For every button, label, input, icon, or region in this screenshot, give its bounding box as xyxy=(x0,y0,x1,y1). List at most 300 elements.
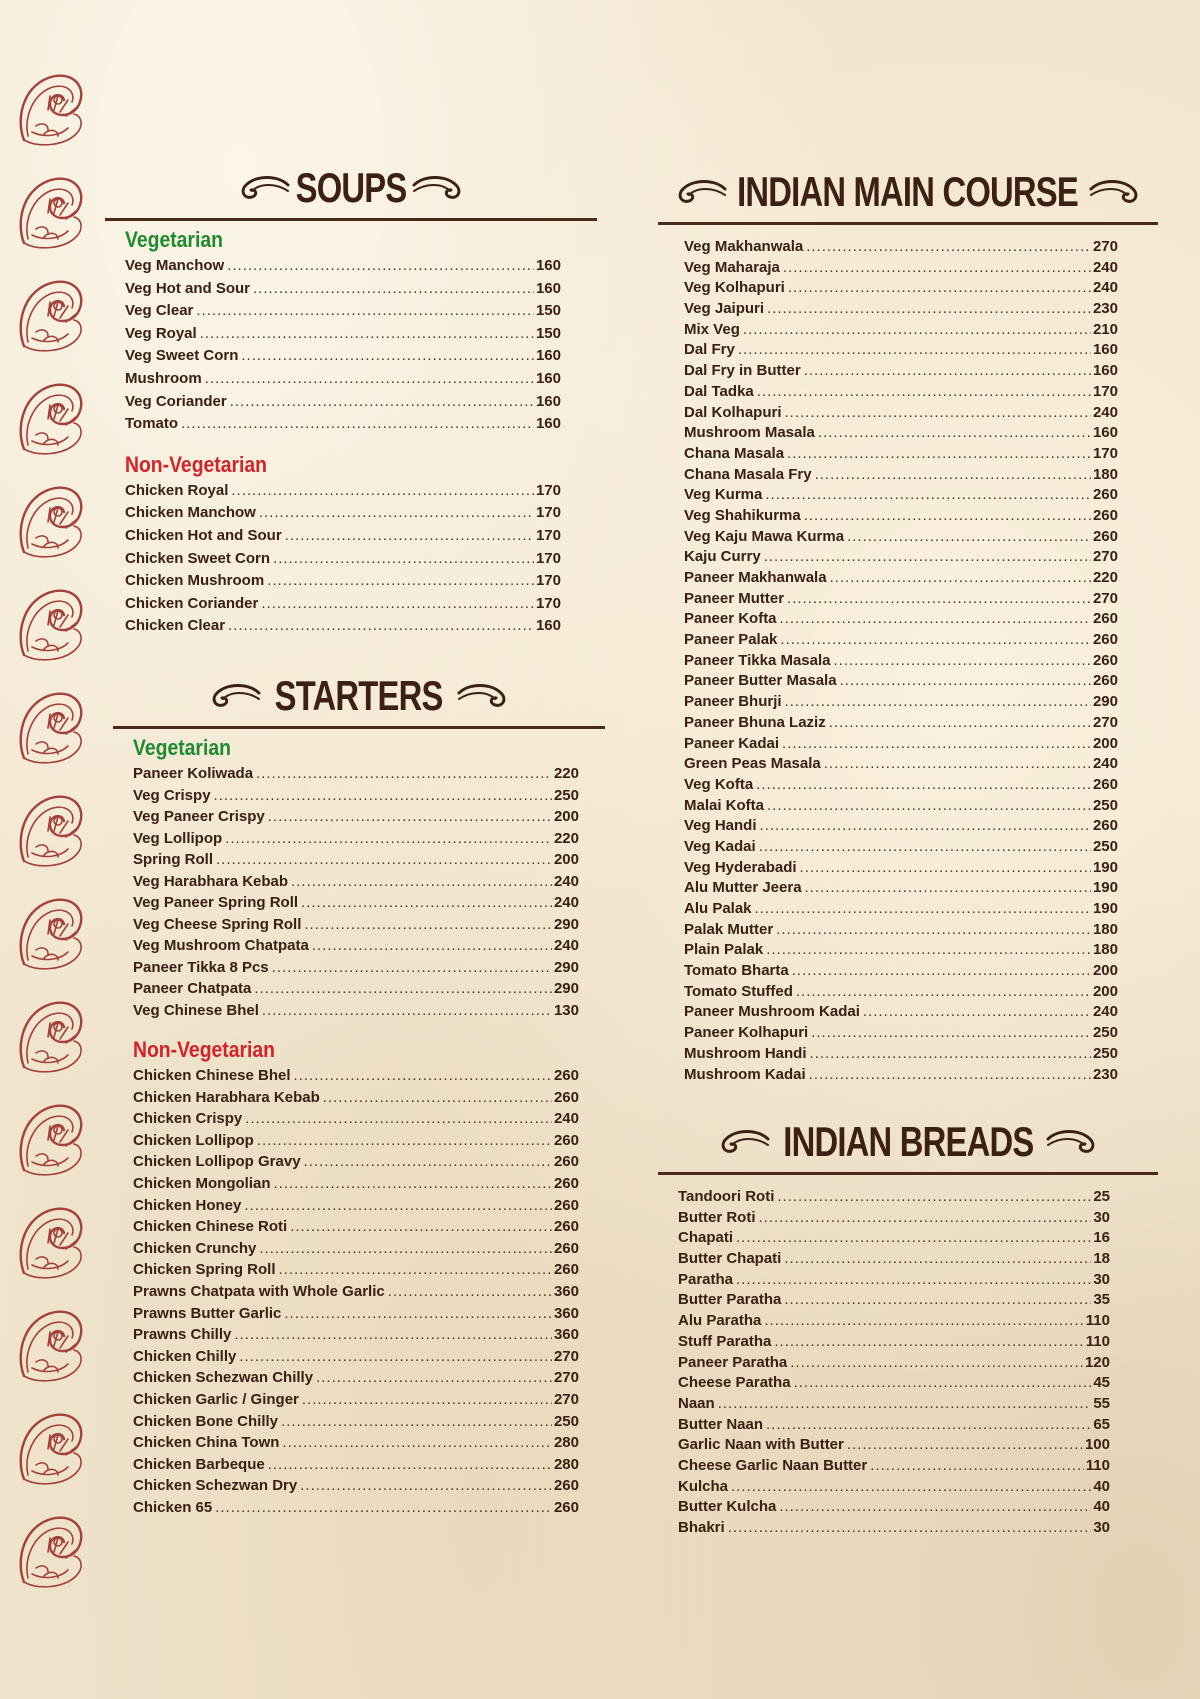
starters-heading xyxy=(113,668,605,724)
menu-item xyxy=(678,1497,1110,1518)
menu-item xyxy=(684,671,1118,692)
menu-item xyxy=(684,547,1118,568)
dot-leader xyxy=(257,1130,552,1152)
menu-item xyxy=(684,237,1118,258)
item-name: Paneer Mushroom Kadai xyxy=(684,1003,860,1021)
dot-leader xyxy=(756,775,1091,796)
item-name: Veg Harabhara Kebab xyxy=(133,872,289,890)
dot-leader xyxy=(736,1270,1091,1291)
item-name: Veg Paneer Crispy xyxy=(133,808,265,825)
flourish-swirl-icon xyxy=(410,173,464,203)
item-name: Chicken Clear xyxy=(125,617,226,635)
item-price: 250 xyxy=(553,786,579,804)
item-price: 260 xyxy=(553,1196,579,1214)
item-name: Butter Kulcha xyxy=(678,1498,777,1516)
dot-leader xyxy=(833,651,1090,672)
item-price: 240 xyxy=(553,872,579,890)
item-price: 150 xyxy=(535,324,561,342)
item-price: 110 xyxy=(1085,1456,1110,1474)
dot-leader xyxy=(759,837,1091,858)
dot-leader xyxy=(214,785,552,807)
menu-item xyxy=(678,1415,1110,1436)
item-name: Bhakri xyxy=(678,1519,725,1536)
soups-nonveg-label: Non-Vegetarian xyxy=(125,451,268,477)
menu-item xyxy=(684,692,1118,713)
dot-leader xyxy=(274,1173,552,1195)
menu-item xyxy=(133,1432,579,1454)
item-name: Alu Mutter Jeera xyxy=(684,879,802,897)
menu-item xyxy=(678,1249,1110,1270)
dot-leader xyxy=(760,816,1091,837)
dot-leader xyxy=(230,391,534,414)
breads-list xyxy=(678,1187,1110,1539)
breads-section xyxy=(658,1114,1158,1539)
item-price: 170 xyxy=(1092,444,1118,462)
dot-leader xyxy=(830,568,1091,589)
item-name: Veg Crispy xyxy=(133,786,211,804)
dot-leader xyxy=(312,935,552,957)
dot-leader xyxy=(840,671,1091,692)
menu-item xyxy=(684,1044,1118,1065)
item-name: Chicken Manchow xyxy=(125,504,256,522)
dot-leader xyxy=(782,734,1091,755)
dot-leader xyxy=(285,525,534,548)
menu-item xyxy=(133,1151,579,1173)
item-name: Dal Fry xyxy=(684,341,735,359)
menu-item xyxy=(678,1270,1110,1291)
menu-item xyxy=(133,935,579,957)
soups-veg-list xyxy=(125,255,561,436)
item-name: Butter Paratha xyxy=(678,1291,782,1309)
item-name: Veg Chinese Bhel xyxy=(133,1001,259,1019)
item-name: Chicken 65 xyxy=(133,1498,213,1516)
dot-leader xyxy=(829,713,1091,734)
menu-item xyxy=(133,806,579,828)
item-price: 260 xyxy=(553,1088,579,1106)
paisley-ornament-icon xyxy=(21,1518,82,1587)
item-name: Veg Coriander xyxy=(125,392,227,410)
menu-item xyxy=(133,1130,579,1152)
menu-item xyxy=(684,423,1118,444)
menu-item xyxy=(684,506,1118,527)
dot-leader xyxy=(788,278,1091,299)
item-price: 180 xyxy=(1092,465,1118,483)
item-name: Chicken Bone Chilly xyxy=(133,1412,279,1430)
item-name: Chicken Crispy xyxy=(133,1110,243,1128)
paisley-ornament-icon xyxy=(21,385,82,454)
item-name: Chicken Sweet Corn xyxy=(125,549,271,567)
dot-leader xyxy=(824,754,1091,775)
menu-item xyxy=(684,754,1118,775)
item-price: 260 xyxy=(1092,817,1118,835)
menu-item xyxy=(684,340,1118,361)
menu-item xyxy=(678,1290,1110,1311)
dot-leader xyxy=(766,940,1091,961)
item-name: Veg Maharaja xyxy=(684,258,780,276)
dot-leader xyxy=(792,961,1091,982)
menu-item xyxy=(133,1411,579,1433)
dot-leader xyxy=(804,361,1091,382)
item-price: 170 xyxy=(535,481,561,499)
menu-item xyxy=(684,920,1118,941)
item-price: 360 xyxy=(553,1326,579,1344)
item-name: Mushroom Masala xyxy=(684,424,815,442)
item-name: Paneer Bhurji xyxy=(684,693,782,711)
item-price: 240 xyxy=(1092,1003,1118,1021)
item-price: 200 xyxy=(1092,982,1118,1000)
main-course-title: INDIAN MAIN COURSE xyxy=(737,168,1079,215)
item-price: 30 xyxy=(1093,1270,1110,1288)
item-name: Chicken Mongolian xyxy=(133,1174,271,1192)
flourish-swirl-icon xyxy=(1087,177,1141,207)
dot-leader xyxy=(785,403,1091,424)
item-price: 30 xyxy=(1093,1519,1110,1536)
item-price: 240 xyxy=(1092,258,1118,276)
dot-leader xyxy=(239,1346,552,1368)
menu-item xyxy=(125,323,561,346)
item-price: 40 xyxy=(1093,1498,1110,1516)
menu-item xyxy=(133,871,579,893)
dot-leader xyxy=(810,1044,1091,1065)
item-name: Chicken Spring Roll xyxy=(133,1261,276,1279)
item-price: 110 xyxy=(1085,1332,1110,1350)
menu-item xyxy=(133,1324,579,1346)
paisley-border xyxy=(14,70,90,1610)
paisley-ornament-icon xyxy=(21,797,82,866)
item-price: 210 xyxy=(1092,320,1118,338)
dot-leader xyxy=(774,1332,1083,1353)
item-price: 240 xyxy=(553,937,579,954)
menu-item xyxy=(125,300,561,323)
menu-item xyxy=(684,1023,1118,1044)
item-name: Chicken Coriander xyxy=(125,594,259,612)
menu-item xyxy=(133,1367,579,1389)
item-price: 200 xyxy=(553,851,579,868)
dot-leader xyxy=(259,1238,552,1260)
soups-nonveg-list xyxy=(125,480,561,638)
item-name: Chana Masala Fry xyxy=(684,465,812,483)
breads-heading xyxy=(658,1114,1158,1170)
dot-leader xyxy=(388,1281,552,1303)
dot-leader xyxy=(294,1065,552,1087)
item-price: 260 xyxy=(1092,506,1118,524)
flourish-swirl-icon xyxy=(1044,1127,1098,1157)
item-name: Veg Kofta xyxy=(684,775,754,793)
item-price: 240 xyxy=(1092,403,1118,421)
soups-heading xyxy=(105,160,597,216)
dot-leader xyxy=(282,1432,552,1454)
item-name: Paneer Mutter xyxy=(684,589,785,607)
menu-item xyxy=(684,1065,1118,1086)
item-price: 200 xyxy=(553,808,579,825)
menu-item xyxy=(678,1518,1110,1539)
breads-title: INDIAN BREADS xyxy=(782,1118,1034,1165)
soups-rule xyxy=(105,218,597,221)
menu-item xyxy=(684,651,1118,672)
dot-leader xyxy=(759,1208,1092,1229)
dot-leader xyxy=(779,1497,1091,1518)
item-name: Dal Kolhapuri xyxy=(684,403,782,421)
item-price: 200 xyxy=(1092,962,1118,980)
item-name: Alu Palak xyxy=(684,900,752,917)
dot-leader xyxy=(216,849,552,871)
menu-item xyxy=(678,1456,1110,1477)
dot-leader xyxy=(200,323,534,346)
item-price: 45 xyxy=(1093,1374,1110,1392)
menu-item xyxy=(684,899,1118,920)
item-name: Malai Kofta xyxy=(684,796,765,814)
menu-item xyxy=(684,465,1118,486)
item-name: Palak Mutter xyxy=(684,920,774,938)
item-name: Veg Kurma xyxy=(684,486,763,504)
item-price: 260 xyxy=(1092,672,1118,690)
dot-leader xyxy=(272,957,552,979)
dot-leader xyxy=(767,299,1091,320)
item-name: Butter Naan xyxy=(678,1415,764,1433)
menu-item xyxy=(678,1228,1110,1249)
dot-leader xyxy=(253,278,534,301)
item-name: Veg Cheese Spring Roll xyxy=(133,915,302,933)
soups-section xyxy=(105,160,597,638)
menu-item xyxy=(678,1373,1110,1394)
dot-leader xyxy=(302,1389,552,1411)
item-price: 40 xyxy=(1093,1477,1110,1495)
dot-leader xyxy=(870,1456,1084,1477)
item-price: 280 xyxy=(553,1434,579,1452)
item-price: 160 xyxy=(1092,362,1118,380)
item-price: 170 xyxy=(535,594,561,612)
dot-leader xyxy=(809,1065,1091,1086)
dot-leader xyxy=(736,1228,1091,1249)
item-price: 270 xyxy=(1092,713,1118,731)
item-price: 290 xyxy=(553,915,579,933)
menu-item xyxy=(684,258,1118,279)
item-price: 290 xyxy=(553,958,579,976)
menu-item xyxy=(125,570,561,593)
menu-item xyxy=(684,961,1118,982)
dot-leader xyxy=(805,878,1091,899)
flourish-swirl-icon xyxy=(238,173,292,203)
item-price: 170 xyxy=(535,526,561,544)
item-price: 25 xyxy=(1093,1188,1110,1205)
dot-leader xyxy=(245,1108,552,1130)
item-price: 260 xyxy=(1092,610,1118,628)
flourish-swirl-icon xyxy=(209,681,263,711)
item-name: Chicken Honey xyxy=(133,1196,242,1214)
item-price: 170 xyxy=(535,504,561,522)
item-name: Chicken Chinese Bhel xyxy=(133,1067,291,1084)
dot-leader xyxy=(818,423,1091,444)
item-name: Veg Lollipop xyxy=(133,829,223,847)
item-price: 290 xyxy=(553,980,579,997)
item-price: 120 xyxy=(1084,1353,1110,1371)
item-name: Green Peas Masala xyxy=(684,755,821,773)
menu-item xyxy=(133,892,579,914)
item-name: Veg Royal xyxy=(125,324,197,342)
item-price: 190 xyxy=(1092,900,1118,917)
item-name: Paneer Koliwada xyxy=(133,765,254,782)
item-price: 240 xyxy=(1092,755,1118,773)
item-name: Chicken Royal xyxy=(125,481,229,499)
item-name: Veg Makhanwala xyxy=(684,238,804,255)
menu-item xyxy=(678,1477,1110,1498)
dot-leader xyxy=(743,320,1091,341)
dot-leader xyxy=(205,368,534,391)
menu-item xyxy=(125,593,561,616)
dot-leader xyxy=(847,1435,1083,1456)
paisley-ornament-icon xyxy=(21,179,82,248)
menu-item xyxy=(684,527,1118,548)
item-price: 260 xyxy=(553,1131,579,1149)
paisley-ornament-icon xyxy=(21,694,82,763)
menu-item xyxy=(133,1065,579,1087)
menu-item xyxy=(684,278,1118,299)
menu-item xyxy=(684,837,1118,858)
dot-leader xyxy=(776,920,1091,941)
dot-leader xyxy=(787,589,1091,610)
item-name: Paneer Kofta xyxy=(684,610,777,628)
item-name: Veg Jaipuri xyxy=(684,300,765,318)
item-price: 360 xyxy=(553,1282,579,1300)
menu-item xyxy=(684,382,1118,403)
starters-nonveg-label: Non-Vegetarian xyxy=(133,1037,276,1062)
dot-leader xyxy=(811,1023,1091,1044)
menu-item xyxy=(133,957,579,979)
item-price: 190 xyxy=(1092,879,1118,897)
menu-item xyxy=(684,858,1118,879)
item-price: 270 xyxy=(1092,548,1118,566)
dot-leader xyxy=(777,1187,1091,1208)
item-price: 150 xyxy=(535,302,561,320)
menu-item xyxy=(684,299,1118,320)
menu-item xyxy=(133,849,579,871)
item-price: 130 xyxy=(553,1001,579,1019)
dot-leader xyxy=(291,871,552,893)
dot-leader xyxy=(784,1249,1091,1270)
item-price: 230 xyxy=(1092,300,1118,318)
menu-item xyxy=(133,763,579,785)
dot-leader xyxy=(780,609,1091,630)
soups-veg-label: Vegetarian xyxy=(125,227,223,252)
menu-item xyxy=(684,713,1118,734)
item-name: Alu Paratha xyxy=(678,1312,762,1330)
dot-leader xyxy=(765,485,1091,506)
dot-leader xyxy=(764,547,1091,568)
item-price: 160 xyxy=(535,392,561,410)
menu-item xyxy=(684,444,1118,465)
starters-nonveg-list xyxy=(133,1065,579,1518)
paisley-ornament-icon xyxy=(21,1106,82,1175)
menu-item xyxy=(125,345,561,368)
item-price: 18 xyxy=(1093,1250,1110,1268)
menu-item xyxy=(133,1216,579,1238)
menu-item xyxy=(684,816,1118,837)
menu-item xyxy=(125,413,561,436)
menu-item xyxy=(684,568,1118,589)
menu-item xyxy=(133,1346,579,1368)
item-name: Chicken Lollipop Gravy xyxy=(133,1153,301,1171)
item-name: Mushroom Handi xyxy=(684,1044,807,1062)
menu-item xyxy=(133,1259,579,1281)
item-name: Veg Mushroom Chatpata xyxy=(133,937,309,954)
item-price: 250 xyxy=(1092,796,1118,814)
item-name: Chicken Barbeque xyxy=(133,1455,265,1473)
dot-leader xyxy=(847,527,1091,548)
menu-item xyxy=(678,1208,1110,1229)
menu-item xyxy=(133,1173,579,1195)
dot-leader xyxy=(267,570,534,593)
paisley-ornament-icon xyxy=(21,1209,82,1278)
item-name: Veg Kadai xyxy=(684,837,756,855)
item-name: Chicken Schezwan Dry xyxy=(133,1477,298,1495)
menu-item xyxy=(684,940,1118,961)
menu-item xyxy=(125,391,561,414)
menu-item xyxy=(133,1303,579,1325)
item-name: Paneer Paratha xyxy=(678,1353,788,1371)
menu-item xyxy=(684,320,1118,341)
item-price: 360 xyxy=(553,1304,579,1322)
item-name: Prawns Butter Garlic xyxy=(133,1304,282,1322)
menu-item xyxy=(133,1281,579,1303)
menu-item xyxy=(133,1087,579,1109)
item-name: Chicken Chilly xyxy=(133,1347,237,1365)
item-price: 260 xyxy=(1092,527,1118,545)
item-price: 280 xyxy=(553,1455,579,1473)
item-price: 160 xyxy=(535,257,561,274)
dot-leader xyxy=(304,914,552,936)
dot-leader xyxy=(273,548,534,571)
menu-item xyxy=(684,1002,1118,1023)
dot-leader xyxy=(790,1353,1083,1374)
item-price: 180 xyxy=(1092,920,1118,938)
item-name: Kulcha xyxy=(678,1477,729,1495)
paisley-ornament-icon xyxy=(21,488,82,557)
item-name: Veg Paneer Spring Roll xyxy=(133,894,299,911)
dot-leader xyxy=(728,1518,1092,1539)
item-price: 240 xyxy=(553,1110,579,1128)
menu-item xyxy=(133,1000,579,1022)
dot-leader xyxy=(738,340,1091,361)
dot-leader xyxy=(262,1000,552,1022)
item-name: Chicken Lollipop xyxy=(133,1131,254,1149)
menu-item xyxy=(678,1187,1110,1208)
paisley-ornament-icon xyxy=(21,1415,82,1484)
item-price: 180 xyxy=(1092,941,1118,959)
item-name: Paratha xyxy=(678,1270,734,1288)
item-name: Mushroom Kadai xyxy=(684,1065,806,1083)
item-name: Veg Kolhapuri xyxy=(684,279,785,297)
menu-item xyxy=(125,480,561,503)
dot-leader xyxy=(231,480,534,503)
dot-leader xyxy=(316,1367,552,1389)
dot-leader xyxy=(323,1087,552,1109)
paisley-ornament-icon xyxy=(21,591,82,660)
dot-leader xyxy=(268,1454,552,1476)
item-name: Kaju Curry xyxy=(684,548,761,566)
paisley-ornament-icon xyxy=(21,1312,82,1381)
main-course-list xyxy=(684,237,1118,1085)
item-name: Chapati xyxy=(678,1229,734,1247)
menu-item xyxy=(678,1311,1110,1332)
dot-leader xyxy=(796,982,1091,1003)
menu-item xyxy=(678,1435,1110,1456)
item-name: Veg Sweet Corn xyxy=(125,347,239,365)
item-price: 100 xyxy=(1084,1436,1110,1454)
menu-item xyxy=(684,485,1118,506)
item-name: Prawns Chatpata with Whole Garlic xyxy=(133,1282,385,1300)
item-price: 160 xyxy=(535,347,561,365)
item-name: Chicken Harabhara Kebab xyxy=(133,1088,320,1106)
